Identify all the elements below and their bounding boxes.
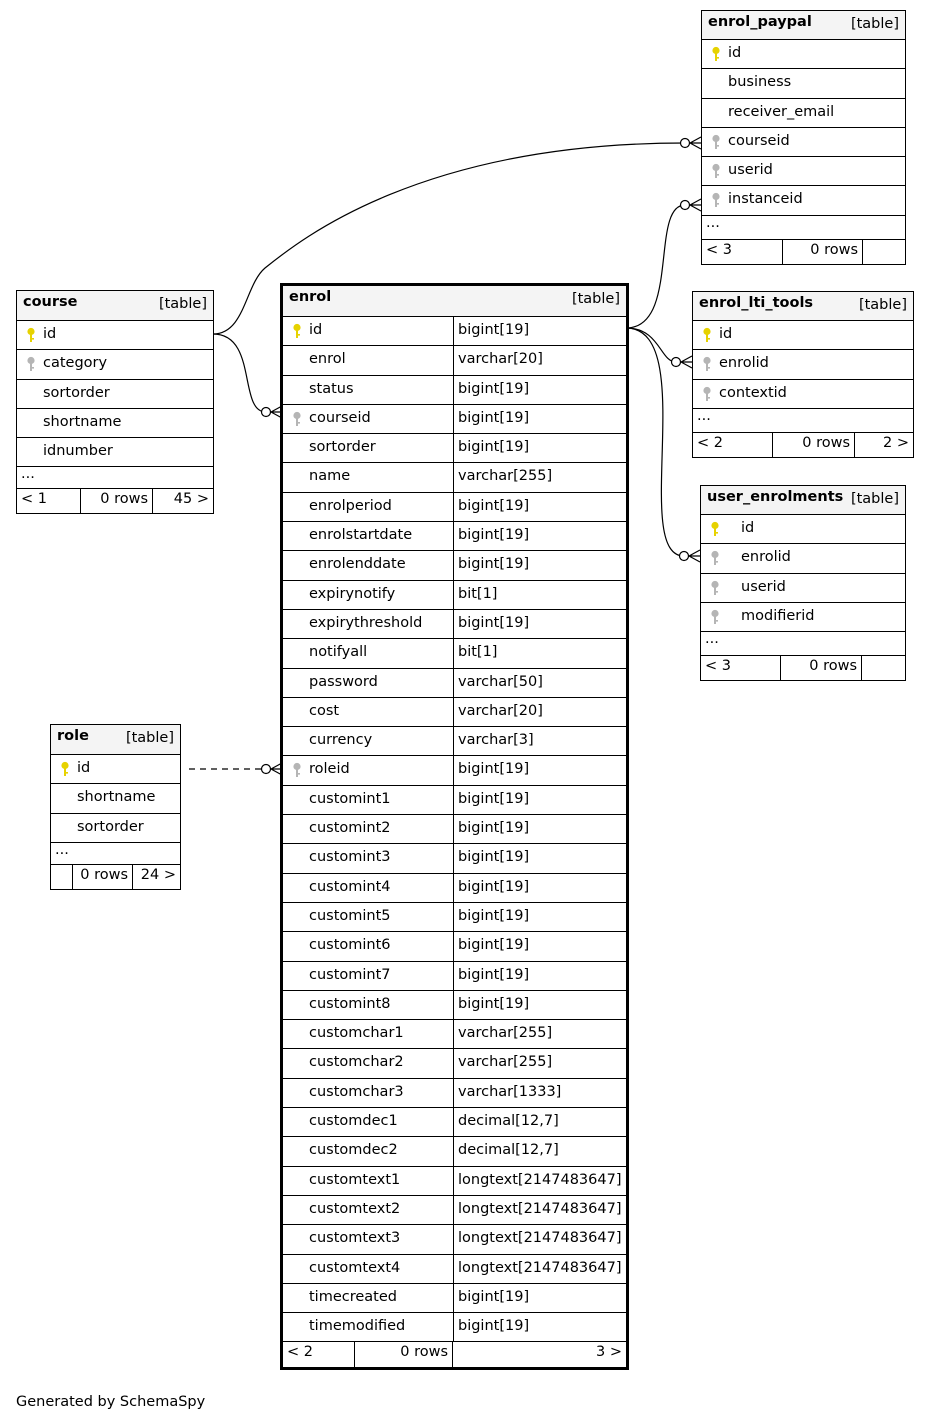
foreign-key-icon <box>711 192 721 208</box>
column-name: customint4 <box>309 878 391 895</box>
column-type: varchar[20] <box>458 702 543 719</box>
column-name: courseid <box>728 132 790 149</box>
column-name: enrolid <box>719 355 769 372</box>
column-name: timemodified <box>309 1318 406 1335</box>
column-name: customtext1 <box>309 1171 401 1188</box>
column-row[interactable] <box>283 698 626 727</box>
children-count-cell[interactable] <box>862 656 905 680</box>
column-row[interactable] <box>702 157 905 186</box>
column-row[interactable] <box>283 1225 626 1254</box>
column-row[interactable] <box>283 962 626 991</box>
column-row[interactable] <box>283 463 626 492</box>
column-type: varchar[20] <box>458 351 543 368</box>
column-type: decimal[12,7] <box>458 1142 559 1159</box>
parents-count: < 3 <box>706 241 732 258</box>
column-type: longtext[2147483647] <box>458 1200 622 1217</box>
column-row[interactable] <box>702 69 905 98</box>
column-type: bit[1] <box>458 585 498 602</box>
column-row[interactable] <box>283 1313 626 1342</box>
row-count: 0 rows <box>810 241 858 258</box>
column-row[interactable] <box>283 669 626 698</box>
row-count: 0 rows <box>400 1344 448 1361</box>
column-name: customint6 <box>309 937 391 954</box>
column-name: customchar1 <box>309 1025 404 1042</box>
primary-key-icon <box>711 46 721 62</box>
column-type: bigint[19] <box>458 1288 530 1305</box>
link-course-enrol <box>213 334 266 412</box>
column-name: name <box>309 468 351 485</box>
more-columns <box>17 467 213 489</box>
column-type: bigint[19] <box>458 849 530 866</box>
column-row[interactable] <box>693 350 913 379</box>
column-name: id <box>43 326 57 342</box>
column-name: currency <box>309 732 373 749</box>
column-row[interactable] <box>701 603 905 632</box>
column-row[interactable] <box>283 932 626 961</box>
column-row[interactable] <box>283 786 626 815</box>
column-row[interactable] <box>283 610 626 639</box>
column-row[interactable] <box>283 317 626 346</box>
column-name: customint1 <box>309 790 391 807</box>
link-enrol-lti <box>626 328 676 362</box>
column-type: bigint[19] <box>458 995 530 1012</box>
children-count-cell[interactable] <box>863 240 905 264</box>
column-name: sortorder <box>43 384 110 401</box>
column-type: bigint[19] <box>458 556 530 573</box>
column-name: customchar2 <box>309 1054 404 1071</box>
column-type: varchar[3] <box>458 732 534 749</box>
column-row[interactable] <box>283 756 626 785</box>
foreign-key-icon <box>711 134 721 150</box>
column-name: shortname <box>77 789 156 806</box>
row-count: 0 rows <box>80 866 128 883</box>
column-name: expirynotify <box>309 585 396 602</box>
foreign-key-icon <box>710 550 720 566</box>
foreign-key-icon <box>710 609 720 625</box>
row-count: 0 rows <box>809 658 857 675</box>
column-name: modifierid <box>741 607 815 624</box>
row-count-cell <box>783 240 863 264</box>
table-footer <box>283 1342 626 1367</box>
generated-by-label: Generated by SchemaSpy <box>16 1394 206 1410</box>
column-name: id <box>741 520 755 536</box>
more-indicator: ... <box>55 841 69 858</box>
column-row[interactable] <box>283 1284 626 1313</box>
column-row[interactable] <box>283 1108 626 1137</box>
column-row[interactable] <box>283 1079 626 1108</box>
column-name: idnumber <box>43 443 113 460</box>
column-type: bigint[19] <box>458 439 530 456</box>
children-count: 24 > <box>140 866 176 883</box>
column-name: customint2 <box>309 820 391 837</box>
column-name: enrolid <box>741 549 791 566</box>
foreign-key-icon <box>702 356 712 372</box>
column-name: customint5 <box>309 907 391 924</box>
column-type: bigint[19] <box>458 1318 530 1335</box>
table-header <box>693 292 913 321</box>
column-row[interactable] <box>283 903 626 932</box>
table-name: course <box>23 294 78 310</box>
more-columns <box>702 216 905 240</box>
column-type: varchar[255] <box>458 1025 553 1042</box>
table-name: enrol_lti_tools <box>699 295 814 311</box>
column-name: userid <box>728 162 773 179</box>
primary-key-icon <box>26 327 36 343</box>
column-name: roleid <box>309 761 350 778</box>
column-name: contextid <box>719 384 787 401</box>
column-name: enrolenddate <box>309 556 406 573</box>
parents-count-cell[interactable] <box>17 489 81 513</box>
table-tag: [table] <box>158 296 207 312</box>
column-name: customtext2 <box>309 1200 401 1217</box>
column-type: varchar[1333] <box>458 1083 562 1100</box>
column-row[interactable] <box>283 346 626 375</box>
row-count-cell <box>73 865 133 889</box>
column-row[interactable] <box>283 844 626 873</box>
row-count-cell <box>355 1342 453 1367</box>
table-footer <box>17 489 213 513</box>
table-tag: [table] <box>850 491 899 507</box>
column-type: decimal[12,7] <box>458 1113 559 1130</box>
column-name: receiver_email <box>728 103 835 120</box>
column-name: status <box>309 380 354 397</box>
children-count-cell[interactable] <box>153 489 213 513</box>
table-user-enrolments[interactable] <box>700 485 906 681</box>
table-header <box>17 291 213 321</box>
parents-count: < 2 <box>697 434 723 451</box>
row-count: 0 rows <box>802 434 850 451</box>
more-indicator: ... <box>697 407 711 424</box>
column-type: varchar[255] <box>458 1054 553 1071</box>
table-header <box>283 286 626 317</box>
column-type: bigint[19] <box>458 966 530 983</box>
column-type: bigint[19] <box>458 761 530 778</box>
column-type: bit[1] <box>458 644 498 661</box>
column-row[interactable] <box>283 1020 626 1049</box>
table-tag: [table] <box>125 730 174 746</box>
primary-key-icon <box>60 761 70 777</box>
column-row[interactable] <box>283 727 626 756</box>
column-row[interactable] <box>702 186 905 215</box>
column-row[interactable] <box>283 581 626 610</box>
table-header <box>51 725 180 755</box>
children-count: 3 > <box>596 1344 622 1361</box>
foreign-key-icon <box>710 580 720 596</box>
column-row[interactable] <box>17 409 213 438</box>
column-row[interactable] <box>283 1255 626 1284</box>
row-count-cell <box>773 433 855 457</box>
column-type: bigint[19] <box>458 409 530 426</box>
parents-count: < 2 <box>287 1344 313 1361</box>
column-name: password <box>309 673 378 690</box>
more-columns <box>701 632 905 656</box>
more-columns <box>51 843 180 865</box>
children-count-cell[interactable] <box>133 865 180 889</box>
column-row[interactable] <box>701 574 905 603</box>
column-row[interactable] <box>283 376 626 405</box>
link-enrol-paypal-instance <box>626 205 685 328</box>
column-row[interactable] <box>283 493 626 522</box>
primary-key-icon <box>702 327 712 343</box>
parents-count-cell[interactable] <box>51 865 73 889</box>
parents-count-cell[interactable] <box>283 1342 355 1367</box>
column-name: id <box>309 322 323 338</box>
column-type: longtext[2147483647] <box>458 1259 622 1276</box>
column-name: timecreated <box>309 1288 397 1305</box>
column-row[interactable] <box>51 755 180 784</box>
column-row[interactable] <box>283 1196 626 1225</box>
more-indicator: ... <box>21 466 35 483</box>
column-row[interactable] <box>702 128 905 157</box>
column-name: cost <box>309 702 340 719</box>
column-name: customint8 <box>309 995 391 1012</box>
table-name: role <box>57 728 89 744</box>
column-row[interactable] <box>283 1049 626 1078</box>
column-name: id <box>728 45 742 61</box>
column-name: customtext3 <box>309 1230 401 1247</box>
table-name: enrol <box>289 289 332 305</box>
column-row[interactable] <box>283 1167 626 1196</box>
column-name: customchar3 <box>309 1083 404 1100</box>
more-indicator: ... <box>705 631 719 648</box>
column-row[interactable] <box>283 551 626 580</box>
column-row[interactable] <box>283 405 626 434</box>
column-type: longtext[2147483647] <box>458 1171 622 1188</box>
primary-key-icon <box>292 323 302 339</box>
column-row[interactable] <box>51 784 180 813</box>
column-name: customdec1 <box>309 1113 398 1130</box>
foreign-key-icon <box>711 163 721 179</box>
column-type: varchar[50] <box>458 673 543 690</box>
column-name: enrolstartdate <box>309 527 413 544</box>
table-footer <box>51 865 180 889</box>
table-footer <box>693 433 913 457</box>
more-columns <box>693 409 913 433</box>
column-type: bigint[19] <box>458 322 530 338</box>
more-indicator: ... <box>706 214 720 231</box>
table-tag: [table] <box>850 16 899 32</box>
column-row[interactable] <box>702 40 905 69</box>
column-row[interactable] <box>283 522 626 551</box>
column-name: business <box>728 74 792 91</box>
column-type: bigint[19] <box>458 380 530 397</box>
column-name: customint7 <box>309 966 391 983</box>
table-tag: [table] <box>571 291 620 307</box>
column-row[interactable] <box>17 438 213 467</box>
parents-count-cell[interactable] <box>701 656 781 680</box>
column-row[interactable] <box>283 991 626 1020</box>
children-count: 2 > <box>883 434 909 451</box>
children-count-cell[interactable] <box>855 433 913 457</box>
column-type: bigint[19] <box>458 527 530 544</box>
children-count: 45 > <box>173 491 209 508</box>
column-name: customint3 <box>309 849 391 866</box>
column-row[interactable] <box>283 434 626 463</box>
parents-count-cell[interactable] <box>693 433 773 457</box>
table-footer <box>702 240 905 264</box>
row-count-cell <box>781 656 862 680</box>
column-name: customtext4 <box>309 1259 401 1276</box>
column-name: enrolperiod <box>309 497 392 514</box>
parents-count: < 1 <box>21 491 47 508</box>
row-count-cell <box>81 489 153 513</box>
foreign-key-icon <box>26 356 36 372</box>
table-name: enrol_paypal <box>708 14 812 30</box>
column-row[interactable] <box>283 639 626 668</box>
table-role[interactable] <box>50 724 181 890</box>
foreign-key-icon <box>292 411 302 427</box>
table-header <box>701 486 905 515</box>
column-type: varchar[255] <box>458 468 553 485</box>
column-name: instanceid <box>728 191 803 208</box>
table-name: user_enrolments <box>707 489 844 505</box>
column-row[interactable] <box>17 350 213 379</box>
column-type: bigint[19] <box>458 790 530 807</box>
column-row[interactable] <box>701 544 905 573</box>
column-type: bigint[19] <box>458 878 530 895</box>
column-name: customdec2 <box>309 1142 398 1159</box>
column-name: shortname <box>43 413 122 430</box>
column-row[interactable] <box>693 380 913 409</box>
column-name: notifyall <box>309 644 368 661</box>
column-name: sortorder <box>77 818 144 835</box>
column-type: bigint[19] <box>458 937 530 954</box>
foreign-key-icon <box>292 762 302 778</box>
column-row[interactable] <box>51 814 180 843</box>
column-name: courseid <box>309 409 371 426</box>
column-type: bigint[19] <box>458 907 530 924</box>
column-row[interactable] <box>283 815 626 844</box>
column-name: userid <box>741 578 786 595</box>
column-name: expirythreshold <box>309 614 423 631</box>
column-name: category <box>43 355 108 372</box>
column-row[interactable] <box>17 380 213 409</box>
column-name: id <box>719 326 733 342</box>
parents-count-cell[interactable] <box>702 240 783 264</box>
column-name: id <box>77 760 91 776</box>
table-enrol[interactable] <box>280 283 629 1370</box>
column-row[interactable] <box>283 874 626 903</box>
children-count-cell[interactable] <box>453 1342 626 1367</box>
table-tag: [table] <box>858 297 907 313</box>
row-count: 0 rows <box>100 491 148 508</box>
column-type: longtext[2147483647] <box>458 1230 622 1247</box>
column-row[interactable] <box>702 99 905 128</box>
column-type: bigint[19] <box>458 614 530 631</box>
table-footer <box>701 656 905 680</box>
table-header <box>702 11 905 40</box>
primary-key-icon <box>710 521 720 537</box>
column-row[interactable] <box>693 321 913 350</box>
column-type: bigint[19] <box>458 820 530 837</box>
column-row[interactable] <box>701 515 905 544</box>
parents-count: < 3 <box>705 658 731 675</box>
column-name: sortorder <box>309 439 376 456</box>
table-course[interactable] <box>16 290 214 514</box>
column-name: enrol <box>309 351 346 368</box>
column-row[interactable] <box>17 321 213 350</box>
column-type: bigint[19] <box>458 497 530 514</box>
table-enrol-paypal[interactable] <box>701 10 906 265</box>
column-row[interactable] <box>283 1137 626 1166</box>
foreign-key-icon <box>702 386 712 402</box>
table-enrol-lti-tools[interactable] <box>692 291 914 458</box>
